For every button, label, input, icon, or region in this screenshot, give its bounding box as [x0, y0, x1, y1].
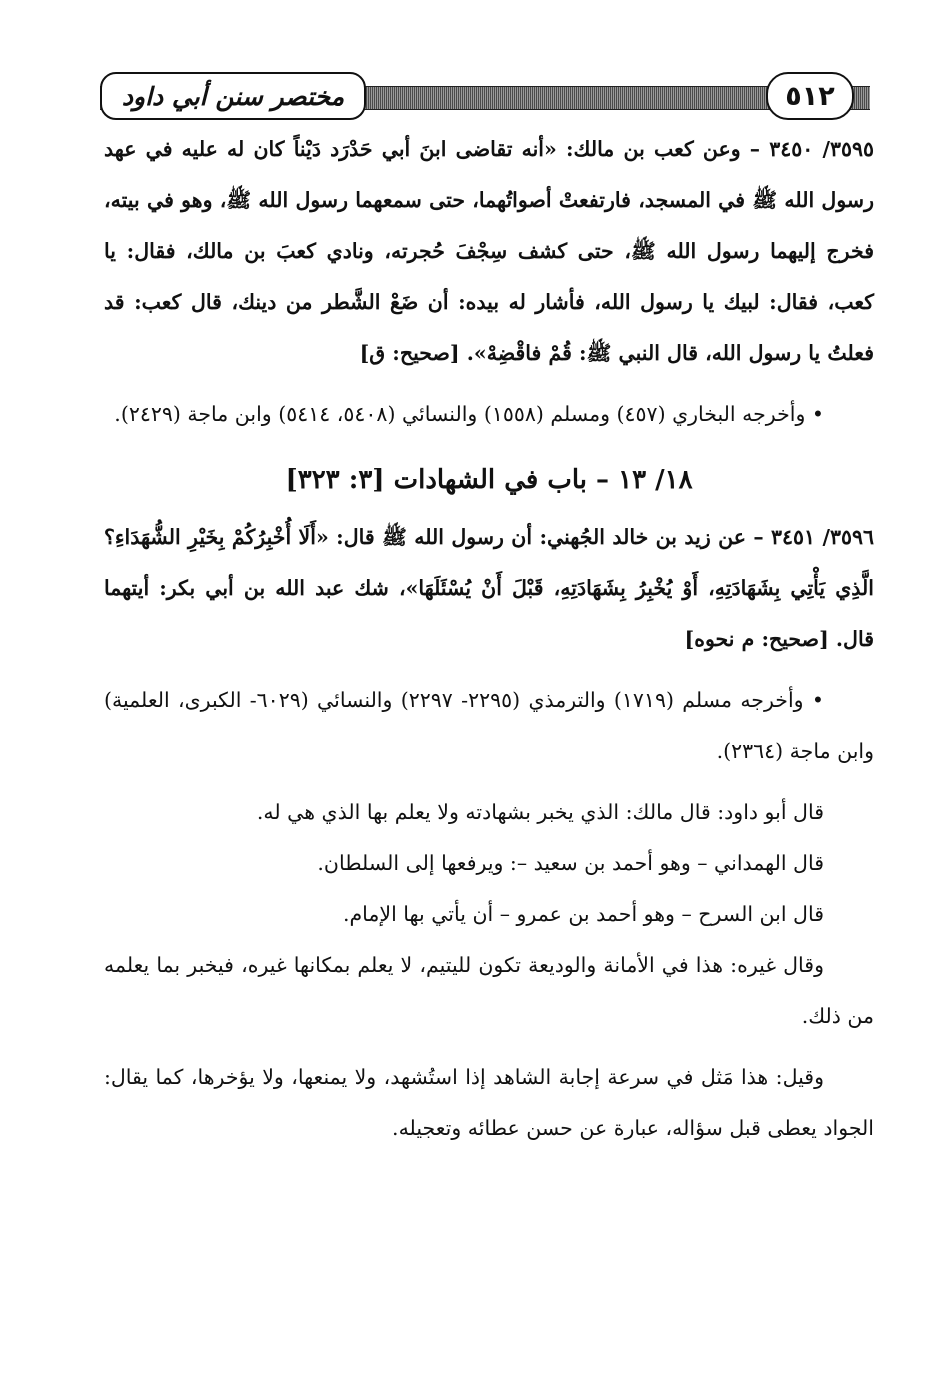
book-title: مختصر سنن أبي داود	[100, 72, 366, 120]
commentary-line-4: وقال غيره: هذا في الأمانة والوديعة تكون لليتيم، لا يعلم بمكانها غيره، فيخبر بما يعلمه من ذلك.	[104, 953, 874, 1028]
hadith-3595-text: ٣٥٩٥/ ٣٤٥٠ – وعن كعب بن مالك: «أنه تقاضى ابنَ أبي حَدْرَد دَيْناً كان له عليه في عهد رسول الله ﷺ في المسجد، فارتفعتْ أصواتُهما، حتى سمعهما رسول الله ﷺ، وهو في بيته، فخرج إليهما رسول الله ﷺ، حتى كشف سِجْفَ حُجرته، ونادي كعبَ بن مالك، فقال: يا كعب، فقال: لبيك يا رسول الله، فأشار له بيده: أن ضَعْ الشَّطر من دينك، قال كعب: قد فعلتُ يا رسول الله، قال النبي ﷺ: قُمْ فاقْضِهْ». [صحيح: ق]	[104, 137, 875, 365]
chapter-heading: ١٨/ ١٣ – باب في الشهادات [٣: ٣٢٣]	[285, 465, 693, 495]
hadith-3596-takhrij: • وأخرجه مسلم (١٧١٩) والترمذي (٢٢٩٥- ٢٢٩٧) والنسائي (٦٠٢٩- الكبرى، العلمية) وابن ماجة (٢٣٦٤).	[104, 688, 874, 763]
page-body	[104, 124, 874, 1154]
commentary-line-1: قال أبو داود: قال مالك: الذي يخبر بشهادته ولا يعلم بها الذي هي له.	[256, 800, 824, 824]
commentary-line-2: قال الهمداني – وهو أحمد بن سعيد –: ويرفعها إلى السلطان.	[317, 851, 824, 875]
commentary-line-3: قال ابن السرح – وهو أحمد بن عمرو – أن يأتي بها الإمام.	[342, 902, 824, 926]
hadith-3596-text: ٣٥٩٦/ ٣٤٥١ – عن زيد بن خالد الجُهني: أن رسول الله ﷺ قال: «أَلَا أُخْبِرُكُمْ بِخَيْرِ الشُّهَدَاءِ؟ الَّذِي يَأْتِي بِشَهَادَتِهِ، أَوْ يُخْبِرُ بِشَهَادَتِهِ، قَبْلَ أَنْ يُسْئَلَهَا»، شك عبد الله بن أبي بكر: أيتهما قال. [صحيح: م نحوه]	[104, 525, 874, 651]
hadith-3595-takhrij: • وأخرجه البخاري (٤٥٧) ومسلم (١٥٥٨) والنسائي (٥٤٠٨، ٥٤١٤) وابن ماجة (٢٤٢٩).	[114, 402, 824, 426]
page-header	[100, 72, 870, 120]
commentary-line-5: وقيل: هذا مَثل في سرعة إجابة الشاهد إذا استُشهد، ولا يمنعها، ولا يؤخرها، كما يقال: الجواد يعطى قبل سؤاله، عبارة عن حسن عطائه وتعجيله.	[104, 1065, 874, 1140]
page-number: ٥١٢	[766, 72, 854, 120]
